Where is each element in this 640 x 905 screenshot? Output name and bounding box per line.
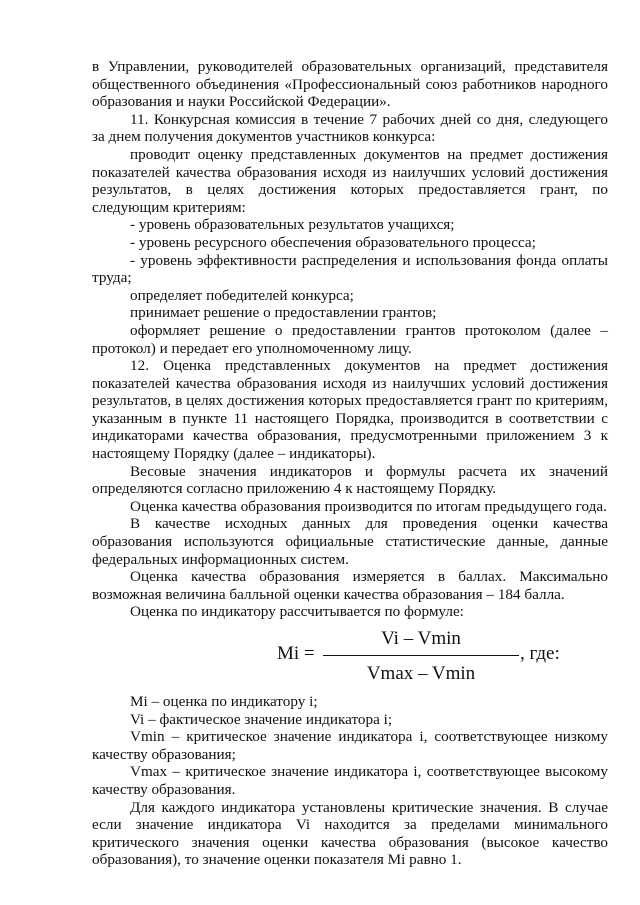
formula-fraction (323, 627, 519, 686)
paragraph: в Управлении, руководителей образовательных организаций, представителя общественного объединения «Профессиональный союз работников народного образования и науки Российской Федерации». (92, 58, 608, 111)
paragraph: 11. Конкурсная комиссия в течение 7 рабочих дней со дня, следующего за днем получения документов участников конкурса: (92, 110, 608, 146)
paragraph: 12. Оценка представленных документов на предмет достижения показателей качества образования исходя из наилучших условий достижения результатов, в целях достижения которых предоставляется грант по критериям, указанным в пункте 11 настоящего Порядка, производится в соответствии с индикаторами качества образования, предусмотренными приложением 3 к настоящему Порядку (далее – индикаторы). (92, 357, 608, 463)
paragraph: Весовые значения индикаторов и формулы расчета их значений определяются согласно приложению 4 к настоящему Порядку. (92, 462, 608, 498)
definition: Vi – фактическое значение индикатора i; (130, 710, 393, 728)
paragraph: проводит оценку представленных документов на предмет достижения показателей качества образования исходя из наилучших условий достижения результатов, в целях достижения которых предоставляется грант, по следующим критериям: (92, 145, 608, 216)
paragraph: Оценка качества образования измеряется в баллах. Максимально возможная величина балльной оценки качества образования – 184 балла. (92, 568, 608, 603)
formula-denominator: Vmax – Vmin (366, 663, 476, 684)
document-page (92, 58, 608, 869)
list-item: - уровень образовательных результатов учащихся; (130, 216, 455, 234)
definition: Mi – оценка по индикатору i; (130, 693, 318, 710)
definition: Vmin – критическое значение индикатора i, соответствующее низкому качеству образования; (92, 728, 608, 763)
fraction-bar (323, 655, 519, 656)
paragraph: Оценка качества образования производится по итогам предыдущего года. (130, 497, 607, 515)
paragraph: Оценка по индикатору рассчитывается по формуле: (130, 603, 464, 621)
formula-lhs: Mi = (277, 643, 315, 664)
paragraph: определяет победителей конкурса; (130, 286, 354, 304)
definition: Vmax – критическое значение индикатора i, соответствующее высокому качеству образования. (92, 763, 608, 798)
formula-numerator: Vi – Vmin (381, 628, 461, 649)
list-item: - уровень эффективности распределения и использования фонда оплаты труда; (92, 251, 608, 287)
paragraph: В качестве исходных данных для проведения оценки качества образования используются официальные статистические данные, данные федеральных информационных систем. (92, 515, 608, 568)
paragraph: Для каждого индикатора установлены критические значения. В случае если значение индикатора Vi находится за пределами минимального критического значения оценки качества образования (высокое качество образования), то значение оценки показателя Mi равно 1. (92, 798, 608, 869)
paragraph: принимает решение о предоставлении грантов; (130, 304, 437, 322)
list-item: - уровень ресурсного обеспечения образовательного процесса; (130, 233, 536, 251)
formula-tail: , где: (520, 643, 560, 664)
paragraph: оформляет решение о предоставлении грантов протоколом (далее – протокол) и передает его уполномоченному лицу. (92, 321, 608, 357)
formula (92, 623, 608, 693)
